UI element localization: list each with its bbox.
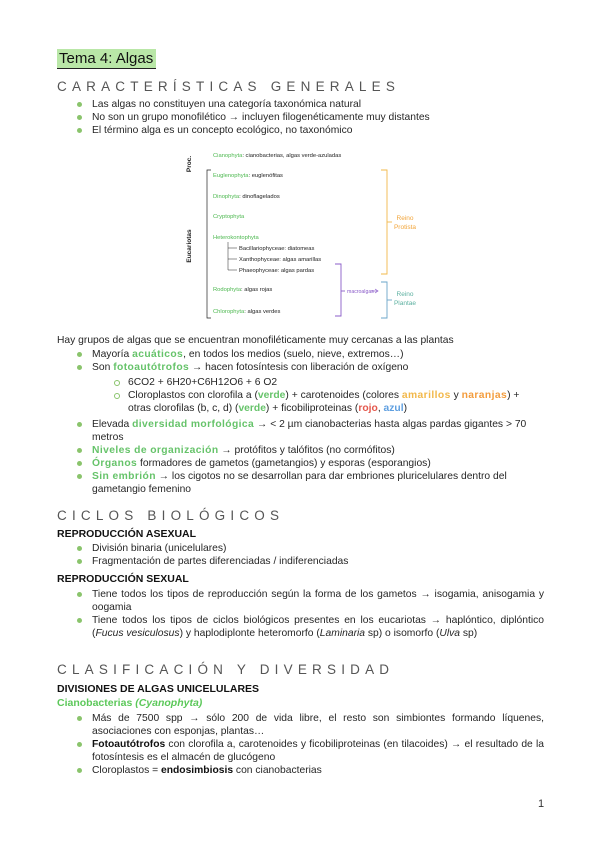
diagram-item-rodophyta: Rodophyta: algas rojas: [213, 287, 273, 293]
features-list-b: [74, 418, 544, 496]
list-item: Fragmentación de partes diferenciadas / indiferenciadas: [74, 555, 544, 568]
diagram-subitem: Xanthophyceae: algas amarillas: [239, 257, 322, 263]
list-item: No son un grupo monofilético → incluyen filogenéticamente muy distantes: [74, 111, 544, 124]
page-title: Tema 4: Algas: [57, 49, 156, 69]
protista-bracket: [381, 170, 387, 274]
divisions-title: DIVISIONES DE ALGAS UNICELULARES: [57, 683, 260, 695]
intro-paragraph: Hay grupos de algas que se encuentran monofiléticamente muy cercanas a las plantas: [57, 335, 454, 346]
list-item: Las algas no constituyen una categoría taxonómica natural: [74, 98, 544, 111]
eucariotas-bracket: [207, 170, 211, 318]
diagram-item-cryptophyta: Cryptophyta: [213, 214, 245, 220]
features-sublist: [112, 376, 544, 415]
cyano-list: [74, 712, 544, 777]
list-item: Son fotoautótrofos → hacen fotosíntesis con liberación de oxígeno: [74, 361, 544, 374]
asexual-list: [74, 542, 544, 568]
diagram-label-proc: Proc.: [186, 155, 193, 173]
general-bullets: [74, 98, 544, 137]
sexual-title: REPRODUCCIÓN SEXUAL: [57, 573, 189, 585]
section-heading-ciclos: CICLOS BIOLÓGICOS: [57, 508, 285, 523]
macroalgas-label: macroalgas: [347, 289, 374, 295]
reino-plantae-label: Plantae: [393, 300, 417, 307]
diagram-item-cianophyta: Cianophyta: cianobacterias, algas verde-azuladas: [213, 153, 342, 159]
asexual-title: REPRODUCCIÓN ASEXUAL: [57, 528, 197, 540]
diagram-label-eucariotas: Eucariotas: [186, 229, 193, 263]
section-heading-clasificacion: CLASIFICACIÓN Y DIVERSIDAD: [57, 662, 395, 677]
list-item: Órganos formadores de gametos (gametangios) y esporas (esporangios): [74, 457, 544, 470]
sub-list-item: 6CO2 + 6H20+C6H12O6 + 6 O2: [112, 376, 544, 389]
sub-list-item: Cloroplastos con clorofila a (verde) + carotenoides (colores amarillos y naranjas) + otras clorofilas (b, c, d) (verde) + ficobiliproteinas (rojo, azul): [112, 389, 544, 415]
diagram-item-chlorophyta: Chlorophyta: algas verdes: [213, 309, 281, 315]
list-item: Elevada diversidad morfológica → < 2 µm cianobacterias hasta algas pardas gigantes > 70 metros: [74, 418, 544, 444]
list-item: Tiene todos los tipos de ciclos biológicos presentes en los eucariotas → haplóntico, diplóntico (Fucus vesiculosus) y haplodiplonte heteromorfo (Laminaria sp) o isomorfo (Ulva sp): [74, 614, 544, 640]
heterokonto-tree-branches: [228, 248, 237, 270]
list-item: Mayoría acuáticos, en todos los medios (suelo, nieve, extremos…): [74, 348, 544, 361]
features-list-a: [74, 348, 544, 374]
diagram-subitem: Phaeophyceae: algas pardas: [239, 268, 315, 274]
reino-plantae-label: Reino: [396, 291, 414, 298]
list-item: El término alga es un concepto ecológico, no taxonómico: [74, 124, 544, 137]
page-number: 1: [538, 798, 545, 810]
diagram-item-dinophyta: Dinophyta: dinoflagelados: [213, 194, 280, 200]
reino-protista-label: Reino: [396, 215, 414, 222]
list-item: Más de 7500 spp → sólo 200 de vida libre, el resto son simbiontes formando líquenes, asociaciones con esponjas, plantas…: [74, 712, 544, 738]
list-item: División binaria (unicelulares): [74, 542, 544, 555]
cyano-title: Cianobacterias (Cyanophyta): [57, 697, 203, 709]
diagram-subitem: Bacillariophyceae: diatomeas: [239, 246, 315, 252]
diagram-item-euglenophyta: Euglenophyta: euglenófitas: [213, 173, 283, 179]
list-item: Sin embrión → los cigotos no se desarrollan para dar embriones pluricelulares dentro del gametangio femenino: [74, 470, 544, 496]
reino-protista-label: Protista: [393, 224, 417, 231]
list-item: Fotoautótrofos con clorofila a, carotenoides y ficobiliproteinas (en tilacoides) → el resultado de la fotosíntesis es el almacén de glucógeno: [74, 738, 544, 764]
macroalgas-bracket: [335, 264, 341, 316]
section-heading-caracteristicas: CARACTERÍSTICAS GENERALES: [57, 79, 401, 94]
list-item: Niveles de organización → protófitos y talófitos (no cormófitos): [74, 444, 544, 457]
diagram-item-heterokontophyta: Heterokontophyta: [213, 235, 259, 241]
plantae-bracket: [381, 282, 387, 318]
list-item: Cloroplastos = endosimbiosis con cianobacterias: [74, 764, 544, 777]
sexual-list: [74, 588, 544, 640]
list-item: Tiene todos los tipos de reproducción según la forma de los gametos → isogamia, anisogamia y oogamia: [74, 588, 544, 614]
classification-diagram: [183, 146, 428, 322]
